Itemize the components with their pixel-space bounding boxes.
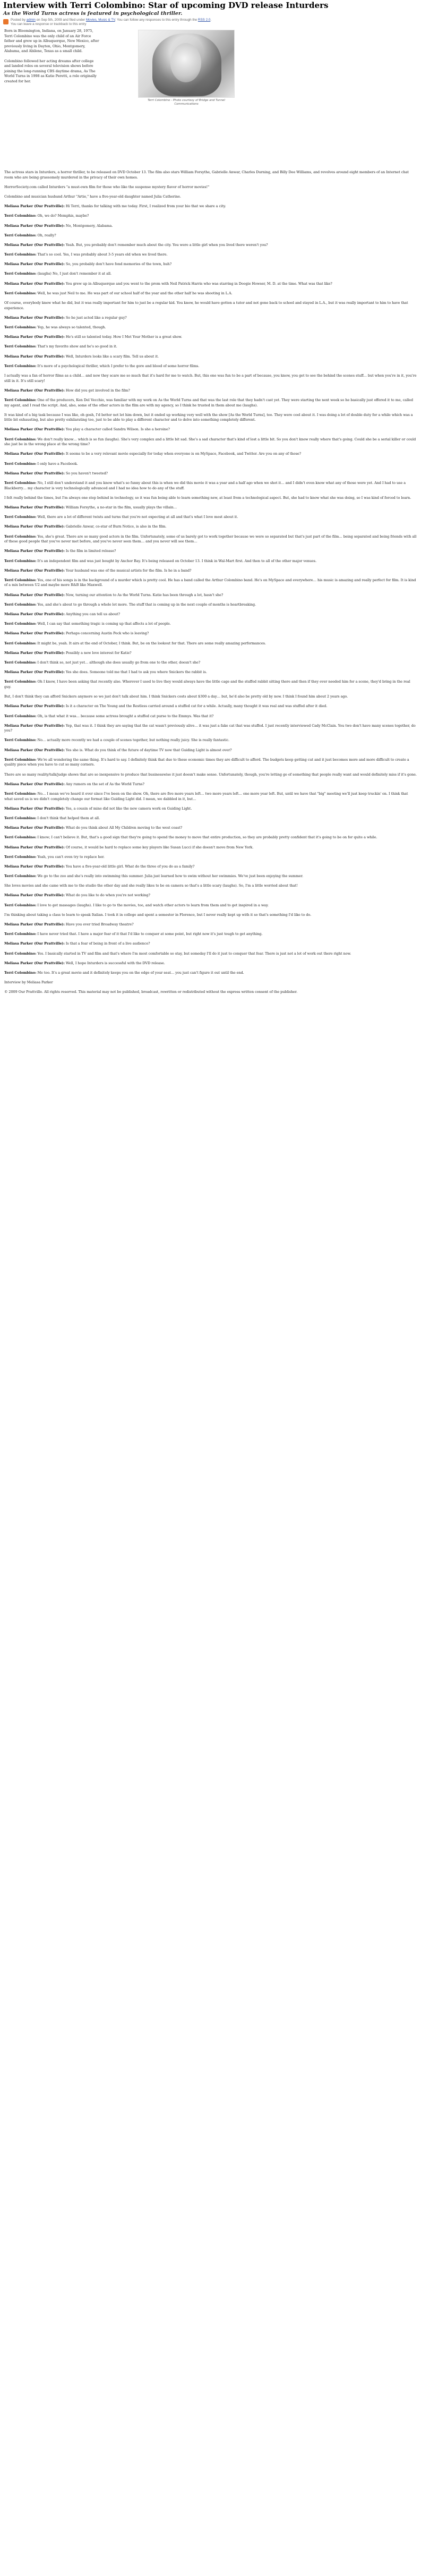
body-paragraph	[4, 373, 417, 384]
body-paragraph	[4, 772, 417, 778]
intro-paragraph: Colombino followed her acting dreams after college and landed roles on several television shows before joining the long-running CBS daytime drama, As The World Turns in 1998 as Katie Peretti, a role originally created for her.	[4, 58, 97, 83]
speaker-label: Meliasa Parker (Our Prattville):	[4, 612, 65, 617]
paragraph-text: The actress stars in Inturders, a horror thriller, to be released on DVD October 13. The film also stars William Forsythe, Gabrielle Anwar, Charles Durning, and Billy Dee Williams, and revolves around eight members of an Internet chat room who are being gruesomely murdered in the privacy of their own homes.	[4, 170, 409, 180]
rss-icon[interactable]	[3, 19, 8, 24]
terri-colombino-photo	[138, 30, 235, 98]
body-paragraph	[4, 883, 417, 889]
paragraph-text: I don't think so, not just yet… although she does usually go from one to the other, doesn't she?	[36, 660, 201, 665]
paragraph-text: We don't really know… which is so fun (laughs). She's very complex and a little bit sad. She's a sad character that's kind of lost a little bit. So you don't know really where that's going. Could she be a serial killer or could she just be in the wrong place at the wrong time?	[4, 437, 416, 447]
author-link[interactable]: admin	[26, 18, 36, 22]
paragraph-text: It was kind of a big task because I was like, oh gosh, I'd better not let him down, but it ended up working very well with the show [As the World Turns], too. They were cool about it. I was doing a lot of double duty for a while which was a little bit exhausting, but also pretty exhilarating too, just to be able to play a different character and to delve into something completely different.	[4, 412, 413, 422]
speaker-label: Meliasa Parker (Our Prattville):	[4, 826, 65, 830]
meta-text-4: .	[210, 18, 212, 22]
interview-paragraph	[4, 524, 417, 530]
speaker-label: Meliasa Parker (Our Prattville):	[4, 315, 65, 320]
article-subtitle: As the World Turns actress is featured in psychological thriller.	[3, 11, 183, 16]
paragraph-text: You play a character called Sandra Wilson. Is she a heroine?	[64, 427, 170, 432]
interview-paragraph	[4, 922, 417, 928]
paragraph-text: But, I don't think they can afford Snickers anymore so we just don't talk about him. I think Snickers costs about $300 a day… but, he'd also be pretty old by now. I think I found him about 2 years ago.	[4, 694, 348, 699]
interview-paragraph	[4, 291, 417, 296]
speaker-label: Meliasa Parker (Our Prattville):	[4, 941, 65, 946]
interview-paragraph	[4, 932, 417, 937]
photo-face-shape	[170, 43, 201, 82]
paragraph-text: Is that a fear of being in front of a live audience?	[64, 941, 150, 946]
interview-paragraph	[4, 427, 417, 432]
speaker-label: Terri Colombino:	[4, 738, 37, 743]
interview-paragraph	[4, 864, 417, 870]
speaker-label: Terri Colombino:	[4, 214, 37, 218]
body-paragraph	[4, 194, 417, 200]
speaker-label: Meliasa Parker (Our Prattville):	[4, 281, 65, 286]
speaker-label: Meliasa Parker (Our Prattville):	[4, 354, 65, 359]
interview-paragraph	[4, 826, 417, 831]
paragraph-text: You grew up in Albuquerque and you went to the prom with Neil Patrick Harris who was starring in Doogie Howser, M. D. at the time. What was that like?	[64, 281, 332, 286]
paragraph-text: Yes she is. What do you think of the future of daytime TV now that Guiding Light is almost over?	[64, 747, 232, 752]
interview-paragraph	[4, 593, 417, 598]
paragraph-text: Well, Inturders looks like a scary film. Tell us about it.	[64, 354, 159, 359]
paragraph-text: Interview by Meliasa Parker	[4, 980, 53, 985]
paragraph-text: That's my favorite show and he's so good in it.	[36, 344, 117, 349]
interview-paragraph	[4, 612, 417, 617]
paragraph-text: Yes, she's great. There are so many good actors in the film. Unfortunately, some of us barely got to work together because we were so separated but that's just part of the film… being separated and being friends with all of these good people that you've never met before, and you've never seen them… and you never will see them…	[4, 534, 417, 544]
speaker-label: Terri Colombino:	[4, 932, 37, 937]
paragraph-text: She loves movies and she came with me to the studio the other day and she really likes to be on camera so that's a little scary (laughs). So, I'm a little worried about that!	[4, 883, 298, 888]
interview-paragraph	[4, 845, 417, 851]
paragraph-text: Me too. It's a great movie and it definitely keeps you on the edge of your seat… you just can't figure it out until the end.	[36, 970, 244, 975]
interview-paragraph	[4, 679, 417, 690]
interview-paragraph	[4, 282, 417, 287]
interview-paragraph	[4, 316, 417, 321]
body-paragraph	[4, 496, 417, 501]
interview-paragraph	[4, 941, 417, 947]
paragraph-text: No… actually more recently we had a couple of scenes together, but nothing really juicy. She is really fantastic.	[36, 738, 230, 743]
intro-column	[4, 29, 100, 84]
speaker-label: Terri Colombino:	[4, 461, 37, 466]
intro-section	[4, 29, 417, 170]
interview-paragraph	[4, 224, 417, 229]
interview-paragraph	[4, 670, 417, 675]
interview-paragraph	[4, 568, 417, 574]
meta-text-2: on Sep 5th, 2009 and filed under	[35, 18, 86, 22]
figure-caption: Terri Colombino - Photo courtesy of Bridge and Tunnel Communications	[148, 99, 225, 106]
paragraph-text: Perhaps concerning Austin Peck who is leaving?	[64, 631, 149, 636]
interview-paragraph	[4, 335, 417, 340]
paragraph-text: Possibly a new love interest for Katie?	[64, 650, 132, 655]
paragraph-text: Gabrielle Anwar, co-star of Burn Notice, is also in the film.	[64, 524, 167, 529]
speaker-label: Meliasa Parker (Our Prattville):	[4, 781, 65, 786]
paragraph-text: HorrorSociety.com called Inturders "a must-own film for those who like the suspense mystery flavor of horror movies!"	[4, 184, 210, 189]
article-header	[0, 0, 421, 29]
body-paragraph	[4, 413, 417, 423]
speaker-label: Terri Colombino:	[4, 970, 37, 975]
paragraph-text: William Forsythe, a no-star in the film, usually plays the villain…	[64, 505, 177, 509]
paragraph-text: It might be, yeah. It airs at the end of October, I think. But, be on the lookout for that. There are some really amazing performances.	[36, 641, 266, 645]
article-body	[0, 29, 421, 995]
paragraph-text: How did you get involved in the film?	[64, 388, 130, 393]
paragraph-text: So he just acted like a regular guy?	[64, 315, 127, 320]
interview-paragraph	[4, 437, 417, 447]
paragraph-text: Yes she does. Someone told me that I had to ask you where Snickers the rabbit is.	[64, 670, 207, 675]
speaker-label: Terri Colombino:	[4, 344, 37, 349]
speaker-label: Meliasa Parker (Our Prattville):	[4, 471, 65, 475]
interview-paragraph	[4, 714, 417, 719]
category-link[interactable]: Movies, Music & TV	[85, 18, 115, 22]
paragraph-text: We go to the zoo and she's really into swimming this summer. Julia just learned how to swim without her swimmies. We've just been enjoying the summer.	[36, 874, 304, 879]
speaker-label: Terri Colombino:	[4, 397, 37, 402]
interview-paragraph	[4, 252, 417, 258]
paragraph-text: Have you ever tried Broadway theatre?	[64, 922, 134, 927]
interview-paragraph	[4, 364, 417, 369]
speaker-label: Meliasa Parker (Our Prattville):	[4, 893, 65, 898]
interview-paragraph	[4, 806, 417, 812]
speaker-label: Meliasa Parker (Our Prattville):	[4, 524, 65, 529]
speaker-label: Terri Colombino:	[4, 558, 37, 563]
speaker-label: Meliasa Parker (Our Prattville):	[4, 242, 65, 247]
speaker-label: Terri Colombino:	[4, 622, 37, 626]
paragraph-text: Well, I hope Inturders is successful with the DVD release.	[64, 960, 165, 965]
interview-paragraph	[4, 462, 417, 467]
paragraph-text: No… I mean we've heard it ever since I've been on the show. Oh, there are five more years left… two more years left… one more year left. But, until we have that "big" meeting we'll just keep truckin' on. I think that what saved us is we didn't completely change our format like Guiding Light did. I mean, we dabbled in it, but…	[4, 792, 408, 801]
interview-paragraph	[4, 792, 417, 802]
paragraph-text: I actually was a fan of horror films as a child… and now they scare me so much that it's hard for me to watch. But, this one was fun to be a part of because, you know, you get to see the behind the scenes stuff… but when you're in it, you're still in it. It's still scary!	[4, 373, 417, 383]
speaker-label: Terri Colombino:	[4, 577, 37, 582]
paragraph-text: Is the film in limited release?	[64, 549, 116, 554]
paragraph-text: Of course, it would be hard to replace some key players like Susan Lucci if she doesn't move from New York.	[64, 845, 254, 849]
paragraph-text: No, Montgomery, Alabama.	[64, 223, 113, 228]
paragraph-text: I have never tried that. I have a major fear of it that I'd like to conquer at some point, but right now it's just tough to get anything.	[36, 932, 263, 937]
interview-paragraph	[4, 651, 417, 656]
speaker-label: Meliasa Parker (Our Prattville):	[4, 922, 65, 927]
speaker-label: Terri Colombino:	[4, 792, 37, 796]
speaker-label: Terri Colombino:	[4, 271, 37, 276]
speaker-label: Meliasa Parker (Our Prattville):	[4, 505, 65, 509]
paragraph-text: Yeah. But, you probably don't remember much about the city. You were a little girl when you lived there weren't you?	[64, 242, 268, 247]
paragraph-text: Colombino and musician husband Arthur "Artie," have a five-year-old daughter named Julia Catherine.	[4, 194, 181, 199]
body-paragraph	[4, 694, 417, 700]
interview-paragraph	[4, 748, 417, 753]
paragraph-text: So you haven't tweeted?	[64, 471, 108, 475]
post-meta	[3, 18, 418, 27]
paragraph-list	[4, 170, 417, 995]
interview-paragraph	[4, 738, 417, 743]
speaker-label: Terri Colombino:	[4, 602, 37, 607]
speaker-label: Meliasa Parker (Our Prattville):	[4, 864, 65, 869]
paragraph-text: Oh, we do? Memphis, maybe?	[36, 214, 89, 218]
article-title: Interview with Terri Colombino: Star of upcoming DVD release Inturders	[3, 1, 329, 10]
interview-paragraph	[4, 622, 417, 627]
interview-paragraph	[4, 243, 417, 248]
paragraph-text: No, I still don't understand it and you know what's so funny about this is when we did this movie it was a year and a half ago when we shot it… and I didn't even know what any of those were yet. And I had to use a Blackberry… my character is very technologically advanced and I had no idea how to do any of the stuff.	[4, 481, 406, 490]
interview-paragraph	[4, 515, 417, 520]
paragraph-text: Yeah, you can't even try to replace her.	[36, 854, 105, 859]
interview-paragraph	[4, 704, 417, 709]
meta-text-5: You can leave a response or trackback to this entry	[11, 22, 87, 26]
interview-paragraph	[4, 534, 417, 545]
paragraph-text: I'm thinking about taking a class to learn to speak Italian. I took it in college and spent a semester in Florence, but I never really kept up with it so that's something I'd like to do.	[4, 912, 312, 917]
paragraph-text: I know; I can't believe it. But, that's a good sign that they're going to spend the money to move that entire production, so they are probably pretty confident that it's going to be on for quite a while.	[36, 835, 377, 840]
interview-paragraph	[4, 660, 417, 666]
paragraph-text: Yes. I basically started in TV and film and that's where I'm most comfortable so stay, but someday I'll do it just to conquer that fear. There is just not a lot of work out there right now.	[36, 951, 351, 956]
paragraph-text: Hi Terri, thanks for talking with me today. First, I realized from your bio that we share a city.	[64, 204, 226, 209]
paragraph-text: Your husband was one of the musical artists for the film. Is he in a band?	[64, 568, 192, 573]
interview-paragraph	[4, 951, 417, 957]
paragraph-text: He's still so talented today. How I Met Your Mother is a great show.	[64, 335, 182, 339]
speaker-label: Meliasa Parker (Our Prattville):	[4, 223, 65, 228]
interview-paragraph	[4, 214, 417, 219]
speaker-label: Meliasa Parker (Our Prattville):	[4, 670, 65, 675]
speaker-label: Meliasa Parker (Our Prattville):	[4, 549, 65, 554]
speaker-label: Terri Colombino:	[4, 951, 37, 956]
paragraph-text: © 2009 Our Prattville. All rights reserved. This material may not be published, broadcast, rewritten or redistributed without the express written consent of the publisher.	[4, 990, 298, 994]
paragraph-text: Of course, everybody knew what he did, but it was really important for him to just be a regular kid. You know, he would have gotten a tutor and not gone back to school and stayed in L.A., but it was really important to him to have that experience.	[4, 301, 408, 310]
paragraph-text: I only have a Facebook.	[36, 461, 78, 466]
body-paragraph	[4, 990, 417, 995]
speaker-label: Meliasa Parker (Our Prattville):	[4, 704, 65, 709]
speaker-label: Terri Colombino:	[4, 515, 37, 520]
interview-paragraph	[4, 344, 417, 350]
speaker-label: Terri Colombino:	[4, 534, 37, 539]
speaker-label: Meliasa Parker (Our Prattville):	[4, 650, 65, 655]
interview-paragraph	[4, 641, 417, 647]
interview-paragraph	[4, 204, 417, 209]
interview-paragraph	[4, 724, 417, 734]
paragraph-text: Anything you can tell us about?	[64, 612, 121, 617]
interview-paragraph	[4, 893, 417, 898]
speaker-label: Meliasa Parker (Our Prattville):	[4, 568, 65, 573]
paragraph-text: Yes, and she's about to go through a whole lot more. The stuff that is coming up in the next couple of months is heartbreaking.	[36, 602, 256, 607]
speaker-label: Meliasa Parker (Our Prattville):	[4, 452, 65, 456]
speaker-label: Meliasa Parker (Our Prattville):	[4, 204, 65, 209]
rss-link[interactable]: RSS 2.0	[197, 18, 211, 22]
paragraph-text: It's an independent film and was just bought by Anchor Bay. It's being released on October 13. I think in Wal-Mart first. And then to all of the other major venues.	[36, 558, 317, 563]
interview-paragraph	[4, 233, 417, 239]
paragraph-text: Now, turning our attention to As the World Turns. Katie has been through a lot, hasn't she?	[64, 592, 224, 597]
paragraph-text: What do you like to do when you're not working?	[64, 893, 150, 898]
article-figure	[138, 30, 235, 106]
speaker-label: Terri Colombino:	[4, 903, 37, 907]
meta-text-1: Posted by	[11, 18, 27, 22]
interview-paragraph	[4, 971, 417, 976]
speaker-label: Terri Colombino:	[4, 233, 37, 237]
speaker-label: Terri Colombino:	[4, 854, 37, 859]
paragraph-text: I felt really behind the times, but I'm always one step behind in technology, so it was fun being able to learn something new, at least from a technological aspect. But, she had to know what she was doing, so I was kind of forced to learn.	[4, 495, 411, 500]
paragraph-text: Well, there are a lot of different twists and turns that you're not expecting at all and that's what I love most about it.	[36, 515, 238, 520]
speaker-label: Meliasa Parker (Our Prattville):	[4, 806, 65, 811]
body-paragraph	[4, 913, 417, 918]
interview-paragraph	[4, 471, 417, 477]
paragraph-text: I don't think that helped them at all.	[36, 815, 100, 820]
body-paragraph	[4, 980, 417, 985]
speaker-label: Terri Colombino:	[4, 713, 37, 718]
paragraph-text: Yep, that was it. I think they are saying that the cat wasn't previously alive… it was just a fake cat that was stuffed. I just recently interviewed Cady McClain. You two don't have many scenes together, do you?	[4, 723, 416, 733]
speaker-label: Terri Colombino:	[4, 481, 37, 485]
interview-paragraph	[4, 505, 417, 511]
interview-paragraph	[4, 816, 417, 821]
interview-paragraph	[4, 961, 417, 966]
interview-paragraph	[4, 758, 417, 768]
interview-paragraph	[4, 631, 417, 636]
interview-paragraph	[4, 874, 417, 879]
speaker-label: Meliasa Parker (Our Prattville):	[4, 845, 65, 849]
speaker-label: Terri Colombino:	[4, 291, 37, 295]
post-meta-text	[11, 18, 211, 27]
interview-paragraph	[4, 549, 417, 554]
paragraph-text: Oh, really?	[36, 233, 56, 237]
paragraph-text: So, you probably don't have fond memories of the town, huh?	[64, 262, 172, 267]
interview-paragraph	[4, 452, 417, 457]
speaker-label: Terri Colombino:	[4, 835, 37, 840]
interview-paragraph	[4, 354, 417, 360]
speaker-label: Terri Colombino:	[4, 679, 37, 684]
speaker-label: Terri Colombino:	[4, 660, 37, 665]
paragraph-text: Any rumors on the set of As the World Turns?	[64, 781, 144, 786]
paragraph-text: There are so many reality/talk/judge shows that are so inexpensive to produce that businesswise it just doesn't make sense. Unfortunately, though, you're letting go of something that people really want and would definitely miss if it's gone.	[4, 772, 417, 777]
paragraph-text: Well, he was just Neil to me. He was part of our school half of the year and the other half he was shooting in L.A.	[36, 291, 233, 295]
interview-paragraph	[4, 388, 417, 394]
paragraph-text: Is it a character on The Young and the Restless carried around a stuffed cat for a while. Actually, many thought it was real and was stuffed after it died.	[64, 704, 328, 709]
speaker-label: Terri Colombino:	[4, 874, 37, 879]
paragraph-text: Oh, is that what it was… because some actress brought a stuffed cat purse to the Emmys. Was that it?	[36, 713, 214, 718]
meta-text-3: . You can follow any responses to this entry through the	[115, 18, 198, 22]
speaker-label: Terri Colombino:	[4, 437, 37, 441]
interview-paragraph	[4, 271, 417, 277]
paragraph-text: Yep, he was always so talented, though.	[36, 325, 106, 329]
interview-paragraph	[4, 578, 417, 588]
speaker-label: Meliasa Parker (Our Prattville):	[4, 723, 65, 728]
speaker-label: Meliasa Parker (Our Prattville):	[4, 747, 65, 752]
speaker-label: Terri Colombino:	[4, 252, 37, 257]
speaker-label: Terri Colombino:	[4, 325, 37, 329]
paragraph-text: Well, I can say that something tragic is coming up that affects a lot of people.	[36, 622, 171, 626]
paragraph-text: It's more of a psychological thriller, which I prefer to the gore and blood of some horror films.	[36, 363, 200, 368]
interview-paragraph	[4, 481, 417, 491]
speaker-label: Meliasa Parker (Our Prattville):	[4, 427, 65, 432]
interview-paragraph	[4, 325, 417, 330]
body-paragraph	[4, 170, 417, 180]
paragraph-text: Oh I know, I have been asking that recently also. Wherever I used to live they would always have the little cage and the stuffed rabbit sitting there and then if they ever needed him for a scene, they'd bring in the real guy.	[4, 679, 410, 689]
interview-paragraph	[4, 835, 417, 840]
speaker-label: Terri Colombino:	[4, 757, 37, 762]
speaker-label: Meliasa Parker (Our Prattville):	[4, 592, 65, 597]
paragraph-text: That's so cool. Yes, I was probably about 3-5 years old when we lived there.	[36, 252, 168, 257]
paragraph-text: (laughs) No, I just don't remember it at all.	[36, 271, 112, 276]
speaker-label: Terri Colombino:	[4, 363, 37, 368]
speaker-label: Meliasa Parker (Our Prattville):	[4, 960, 65, 965]
interview-paragraph	[4, 602, 417, 608]
paragraph-text: One of the producers, Ken Del Vecchio, was familiar with my work on As the World Turns and that was the last role that they hadn't cast yet. They were starting the next week so he basically just offered it to me, called my agent, and I read the script. And, also, some of the other actors in the film are with my agency, so I think he trusted in them about me (laughs).	[4, 397, 414, 407]
interview-paragraph	[4, 262, 417, 267]
paragraph-text: What do you think about All My Children moving to the west coast?	[64, 826, 183, 830]
speaker-label: Meliasa Parker (Our Prattville):	[4, 388, 65, 393]
paragraph-text: We're all wondering the same thing. It's hard to say. I definitely think that due to these economic times they are difficult to afford. The budgets keep getting cut and it just becomes more and more difficult to create a quality piece when you have to cut so many corners.	[4, 757, 409, 767]
interview-paragraph	[4, 398, 417, 408]
body-paragraph	[4, 185, 417, 190]
speaker-label: Meliasa Parker (Our Prattville):	[4, 262, 65, 267]
paragraph-text: I love to get massages (laughs). I like to go to the movies, too, and watch other actors to learn from them and to get inspired in a way.	[36, 903, 269, 907]
paragraph-text: It seems to be a very relevant movie especially for today when everyone is on MySpace, Facebook, and Twitter. Are you on any of those?	[64, 452, 302, 456]
paragraph-text: Yes, a cousin of mine did not like the new camera work on Guiding Light.	[64, 806, 192, 811]
intro-paragraph: Born in Bloomington, Indiana, on January 28, 1975, Terri Colombino was the only child of an Air Force father and grew up in Albuquerque, New Mexico, after previously living in Dayton, Ohio, Montgomery, Alabama, and Abilene, Texas as a small child.	[4, 29, 99, 54]
speaker-label: Meliasa Parker (Our Prattville):	[4, 631, 65, 636]
speaker-label: Terri Colombino:	[4, 641, 37, 645]
paragraph-text: Yes, one of his songs is in the background of a murder which is pretty cool. He has a band called the Arthur Colombino band. He's on MySpace and everywhere… his music is amazing and really perfect for film. It is kind of a mix between U2 and maybe more R&B like Maxwell.	[4, 577, 416, 588]
interview-paragraph	[4, 559, 417, 564]
body-paragraph	[4, 301, 417, 311]
speaker-label: Terri Colombino:	[4, 815, 37, 820]
interview-paragraph	[4, 903, 417, 908]
paragraph-text: You have a five-year-old little girl. What do the three of you do as a family?	[64, 864, 195, 869]
interview-paragraph	[4, 855, 417, 860]
speaker-label: Meliasa Parker (Our Prattville):	[4, 335, 65, 339]
interview-paragraph	[4, 782, 417, 787]
